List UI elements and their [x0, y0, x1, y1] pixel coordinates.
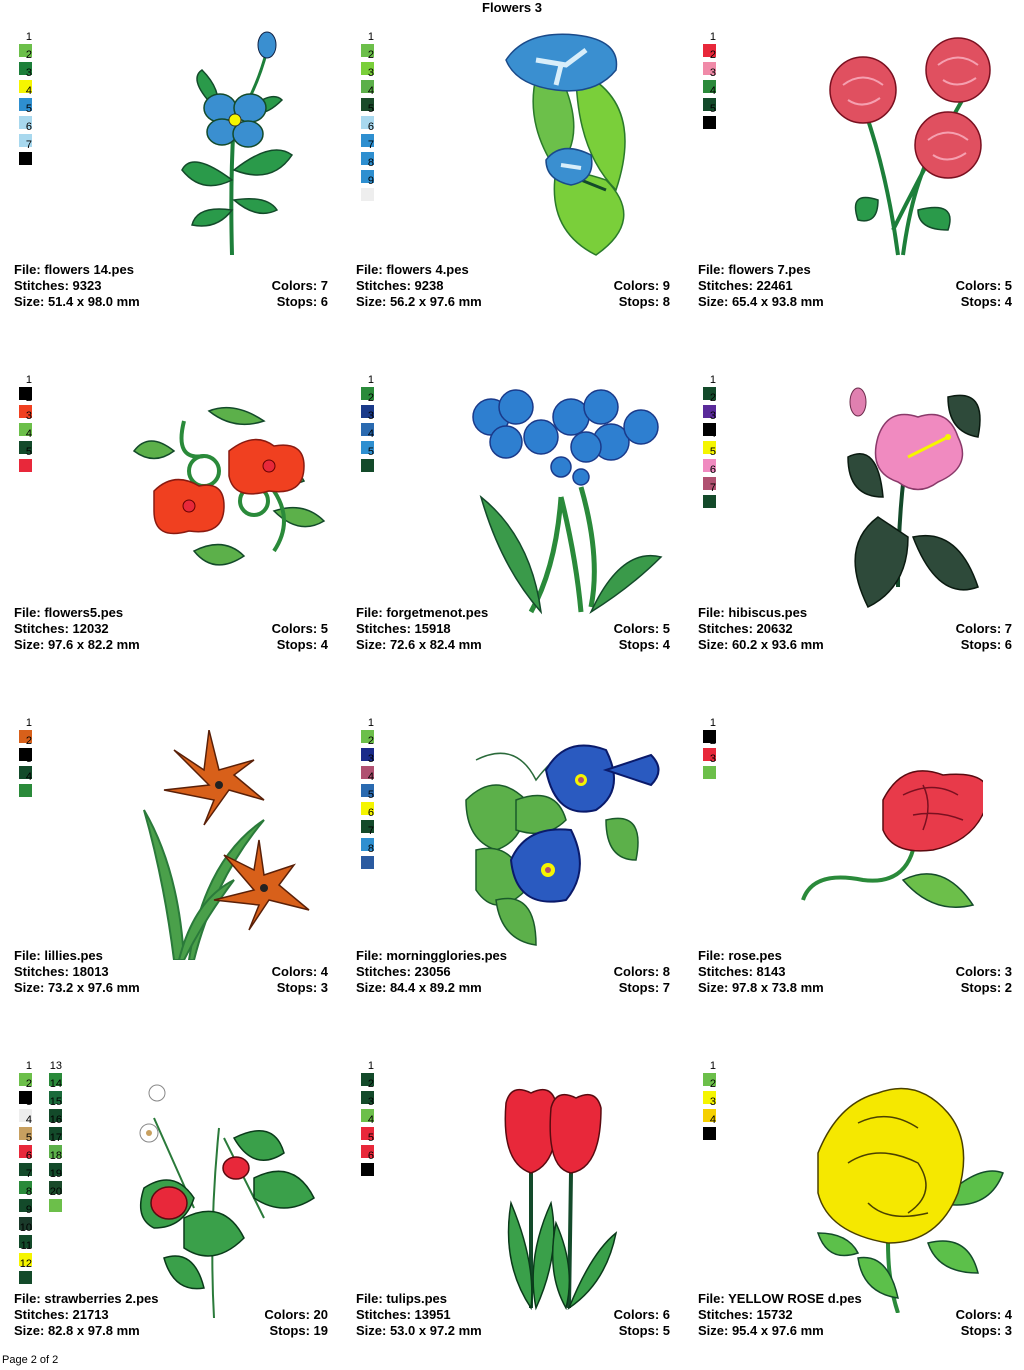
color-swatch: [360, 138, 374, 152]
design-size: Size: 60.2 x 93.6 mm: [698, 637, 824, 652]
stitch-count: Stitches: 18013: [14, 964, 109, 979]
color-swatch: [360, 66, 374, 80]
swatch-number: 19: [49, 1168, 62, 1180]
color-swatch: [48, 1059, 62, 1073]
swatch-color-box: [361, 856, 374, 869]
embroidery-design-image: [496, 30, 646, 265]
swatch-color-box: [703, 766, 716, 779]
stitch-count: Stitches: 9323: [14, 278, 102, 293]
design-card: [698, 690, 1016, 1020]
file-name: File: hibiscus.pes: [698, 605, 808, 620]
color-swatch: [18, 1077, 32, 1091]
swatch-number: 8: [367, 843, 374, 855]
embroidery-design-image: [162, 30, 312, 265]
color-swatch: [18, 84, 32, 98]
design-size: Size: 82.8 x 97.8 mm: [14, 1323, 140, 1338]
stitch-count: Stitches: 15918: [356, 621, 451, 636]
swatch-number: 15: [49, 1096, 62, 1108]
color-swatch: [18, 1185, 32, 1199]
color-swatch: [360, 1113, 374, 1127]
embroidery-design-image: [124, 1078, 324, 1323]
swatch-color-box: [703, 116, 716, 129]
color-count: Colors: 5: [271, 621, 328, 636]
design-info: [14, 605, 332, 653]
swatch-number: 16: [49, 1114, 62, 1126]
color-swatch: [18, 445, 32, 459]
color-swatch: [18, 1131, 32, 1145]
stop-count: Stops: 2: [960, 980, 1012, 995]
color-swatch: [18, 1095, 32, 1109]
swatch-color-box: [19, 459, 32, 472]
swatch-number: 2: [709, 392, 716, 404]
stitch-count: Stitches: 8143: [698, 964, 786, 979]
design-info: [14, 1291, 332, 1339]
color-swatch: [360, 806, 374, 820]
swatch-number: 7: [25, 1168, 32, 1180]
color-swatch: [360, 842, 374, 856]
color-swatch: [702, 445, 716, 459]
design-card: [698, 347, 1016, 677]
color-swatch: [360, 156, 374, 170]
stitch-count: Stitches: 20632: [698, 621, 793, 636]
swatch-number: 7: [367, 825, 374, 837]
stop-count: Stops: 6: [276, 294, 328, 309]
file-name: File: flowers 7.pes: [698, 262, 811, 277]
color-swatch: [48, 1077, 62, 1091]
swatch-number: 4: [367, 428, 374, 440]
design-card: [14, 690, 332, 1020]
swatch-number: 4: [367, 85, 374, 97]
swatch-number: 4: [25, 1114, 32, 1126]
color-swatch: [18, 1149, 32, 1163]
page-title: Flowers 3: [482, 0, 542, 15]
stop-count: Stops: 4: [960, 294, 1012, 309]
color-swatch: [18, 1257, 32, 1271]
color-swatch: [702, 30, 716, 44]
stitch-count: Stitches: 9238: [356, 278, 444, 293]
embroidery-design-image: [793, 760, 983, 925]
swatch-number: 5: [25, 1132, 32, 1144]
swatch-number: 4: [25, 85, 32, 97]
design-card: [698, 4, 1016, 334]
swatch-number: 9: [367, 175, 374, 187]
color-swatch: [360, 770, 374, 784]
embroidery-design-image: [114, 401, 334, 586]
color-swatch: [360, 84, 374, 98]
swatch-number: 2: [25, 735, 32, 747]
swatch-number: 6: [25, 1150, 32, 1162]
swatch-number: 8: [367, 157, 374, 169]
swatch-number: 6: [367, 807, 374, 819]
swatch-number: 5: [25, 103, 32, 115]
swatch-number: 14: [49, 1078, 62, 1090]
swatch-number: 4: [367, 771, 374, 783]
stop-count: Stops: 5: [618, 1323, 670, 1338]
swatch-number: 1: [25, 374, 32, 386]
swatch-color-box: [19, 152, 32, 165]
stop-count: Stops: 3: [276, 980, 328, 995]
color-swatch: [48, 1149, 62, 1163]
color-count: Colors: 7: [955, 621, 1012, 636]
file-name: File: rose.pes: [698, 948, 782, 963]
color-swatch: [702, 373, 716, 387]
color-swatch: [360, 1077, 374, 1091]
color-swatch: [360, 1095, 374, 1109]
swatch-number: 4: [709, 85, 716, 97]
swatch-number: 1: [25, 31, 32, 43]
color-count: Colors: 6: [613, 1307, 670, 1322]
color-swatch: [48, 1113, 62, 1127]
color-swatch: [360, 427, 374, 441]
swatch-number: 1: [25, 1060, 32, 1072]
color-swatch: [702, 752, 716, 766]
swatch-number: 3: [25, 753, 32, 765]
swatch-number: 6: [367, 121, 374, 133]
embroidery-design-image: [491, 1083, 631, 1318]
color-count: Colors: 5: [613, 621, 670, 636]
swatch-number: 5: [709, 446, 716, 458]
color-swatch: [360, 1131, 374, 1145]
swatch-number: 2: [25, 392, 32, 404]
file-name: File: flowers5.pes: [14, 605, 124, 620]
color-swatch: [360, 120, 374, 134]
swatch-number: 6: [709, 464, 716, 476]
color-swatch: [360, 1059, 374, 1073]
color-swatch: [18, 1167, 32, 1181]
swatch-number: 20: [49, 1186, 62, 1198]
swatch-number: 4: [367, 1114, 374, 1126]
swatch-number: 7: [25, 139, 32, 151]
swatch-number: 4: [25, 771, 32, 783]
color-swatch: [360, 391, 374, 405]
file-name: File: lillies.pes: [14, 948, 103, 963]
swatch-number: 5: [367, 103, 374, 115]
swatch-number: 3: [367, 410, 374, 422]
design-info: [698, 948, 1016, 996]
design-info: [698, 1291, 1016, 1339]
color-swatch: [360, 174, 374, 188]
color-swatch: [360, 716, 374, 730]
color-swatch: [702, 1095, 716, 1109]
color-count: Colors: 5: [955, 278, 1012, 293]
design-card: [14, 4, 332, 334]
design-size: Size: 56.2 x 97.6 mm: [356, 294, 482, 309]
design-size: Size: 72.6 x 82.4 mm: [356, 637, 482, 652]
color-swatch: [702, 66, 716, 80]
swatch-number: 1: [709, 1060, 716, 1072]
embroidery-design-image: [134, 730, 314, 965]
embroidery-design-image: [456, 730, 676, 965]
design-size: Size: 84.4 x 89.2 mm: [356, 980, 482, 995]
design-size: Size: 65.4 x 93.8 mm: [698, 294, 824, 309]
swatch-color-box: [49, 1199, 62, 1212]
swatch-number: 1: [367, 1060, 374, 1072]
swatch-number: 2: [367, 49, 374, 61]
swatch-number: 13: [49, 1060, 62, 1072]
design-size: Size: 73.2 x 97.6 mm: [14, 980, 140, 995]
color-swatch: [702, 1059, 716, 1073]
color-count: Colors: 9: [613, 278, 670, 293]
color-swatch: [18, 66, 32, 80]
design-info: [14, 948, 332, 996]
color-count: Colors: 4: [271, 964, 328, 979]
swatch-color-box: [361, 1163, 374, 1176]
color-swatch: [18, 102, 32, 116]
color-swatch: [702, 734, 716, 748]
color-swatch: [18, 770, 32, 784]
color-swatch: [360, 788, 374, 802]
file-name: File: forgetmenot.pes: [356, 605, 489, 620]
swatch-number: 3: [367, 1096, 374, 1108]
design-info: [356, 605, 674, 653]
swatch-number: 3: [709, 67, 716, 79]
color-swatch: [18, 427, 32, 441]
stop-count: Stops: 4: [618, 637, 670, 652]
stitch-count: Stitches: 13951: [356, 1307, 451, 1322]
color-swatch: [18, 716, 32, 730]
color-swatch: [702, 463, 716, 477]
swatch-number: 8: [25, 1186, 32, 1198]
file-name: File: morningglories.pes: [356, 948, 507, 963]
design-info: [698, 262, 1016, 310]
color-swatch: [702, 427, 716, 441]
swatch-number: 11: [20, 1240, 32, 1252]
design-card: [356, 690, 674, 1020]
swatch-number: 3: [25, 1096, 32, 1108]
swatch-number: 3: [25, 410, 32, 422]
swatch-number: 1: [367, 717, 374, 729]
swatch-number: 1: [367, 374, 374, 386]
color-swatch: [702, 391, 716, 405]
color-swatch: [702, 1077, 716, 1091]
swatch-number: 2: [367, 392, 374, 404]
stop-count: Stops: 4: [276, 637, 328, 652]
embroidery-design-image: [818, 30, 998, 265]
design-card: [356, 347, 674, 677]
color-swatch: [702, 716, 716, 730]
color-swatch: [360, 734, 374, 748]
color-count: Colors: 8: [613, 964, 670, 979]
swatch-number: 1: [709, 31, 716, 43]
swatch-number: 6: [25, 121, 32, 133]
design-size: Size: 51.4 x 98.0 mm: [14, 294, 140, 309]
color-swatch: [18, 30, 32, 44]
swatch-number: 2: [709, 1078, 716, 1090]
swatch-color-box: [19, 1271, 32, 1284]
color-swatch: [702, 84, 716, 98]
swatch-number: 1: [25, 717, 32, 729]
swatch-number: 4: [709, 1114, 716, 1126]
color-swatch: [18, 1239, 32, 1253]
color-swatch: [18, 48, 32, 62]
design-size: Size: 97.6 x 82.2 mm: [14, 637, 140, 652]
swatch-number: 18: [49, 1150, 62, 1162]
color-swatch: [48, 1131, 62, 1145]
page-footer: Page 2 of 2: [2, 1354, 59, 1366]
color-swatch: [18, 373, 32, 387]
swatch-number: 3: [25, 67, 32, 79]
stop-count: Stops: 7: [618, 980, 670, 995]
design-size: Size: 95.4 x 97.6 mm: [698, 1323, 824, 1338]
color-swatch: [702, 48, 716, 62]
color-swatch: [18, 752, 32, 766]
swatch-number: 9: [25, 1204, 32, 1216]
color-swatch: [18, 1221, 32, 1235]
color-swatch: [360, 752, 374, 766]
swatch-number: 2: [367, 1078, 374, 1090]
swatch-number: 1: [709, 717, 716, 729]
file-name: File: flowers 14.pes: [14, 262, 134, 277]
swatch-number: 1: [367, 31, 374, 43]
color-swatch: [702, 409, 716, 423]
stop-count: Stops: 8: [618, 294, 670, 309]
embroidery-design-image: [461, 387, 671, 622]
design-info: [356, 948, 674, 996]
color-swatch: [360, 409, 374, 423]
design-card: [356, 4, 674, 334]
swatch-number: 10: [19, 1222, 32, 1234]
file-name: File: tulips.pes: [356, 1291, 448, 1306]
swatch-color-box: [361, 459, 374, 472]
embroidery-design-image: [798, 1083, 1008, 1318]
color-swatch: [702, 102, 716, 116]
swatch-number: 3: [709, 410, 716, 422]
stitch-count: Stitches: 15732: [698, 1307, 793, 1322]
color-swatch: [18, 1113, 32, 1127]
swatch-number: 5: [367, 1132, 374, 1144]
color-swatch: [18, 1203, 32, 1217]
color-swatch: [18, 391, 32, 405]
color-count: Colors: 7: [271, 278, 328, 293]
color-count: Colors: 4: [955, 1307, 1012, 1322]
design-card: [14, 347, 332, 677]
swatch-number: 5: [25, 446, 32, 458]
swatch-number: 5: [709, 103, 716, 115]
swatch-number: 12: [19, 1258, 32, 1270]
swatch-number: 7: [709, 482, 716, 494]
stop-count: Stops: 6: [960, 637, 1012, 652]
color-swatch: [360, 824, 374, 838]
swatch-number: 7: [367, 139, 374, 151]
swatch-number: 4: [709, 428, 716, 440]
swatch-number: 2: [709, 49, 716, 61]
color-swatch: [48, 1095, 62, 1109]
color-swatch: [18, 138, 32, 152]
swatch-color-box: [361, 188, 374, 201]
color-swatch: [360, 1149, 374, 1163]
design-size: Size: 97.8 x 73.8 mm: [698, 980, 824, 995]
color-swatch: [18, 120, 32, 134]
design-card: [698, 1033, 1016, 1363]
design-info: [698, 605, 1016, 653]
embroidery-design-image: [838, 387, 998, 622]
swatch-number: 1: [709, 374, 716, 386]
swatch-color-box: [703, 1127, 716, 1140]
design-card: [14, 1033, 332, 1363]
color-count: Colors: 3: [955, 964, 1012, 979]
design-info: [14, 262, 332, 310]
file-name: File: YELLOW ROSE d.pes: [698, 1291, 862, 1306]
stitch-count: Stitches: 21713: [14, 1307, 109, 1322]
swatch-number: 17: [49, 1132, 62, 1144]
stop-count: Stops: 3: [960, 1323, 1012, 1338]
color-swatch: [702, 481, 716, 495]
color-swatch: [360, 373, 374, 387]
design-info: [356, 262, 674, 310]
color-swatch: [360, 48, 374, 62]
swatch-number: 3: [709, 753, 716, 765]
color-count: Colors: 20: [264, 1307, 328, 1322]
swatch-number: 2: [25, 49, 32, 61]
file-name: File: strawberries 2.pes: [14, 1291, 159, 1306]
design-card: [356, 1033, 674, 1363]
swatch-number: 5: [367, 446, 374, 458]
design-size: Size: 53.0 x 97.2 mm: [356, 1323, 482, 1338]
swatch-number: 3: [709, 1096, 716, 1108]
color-swatch: [48, 1185, 62, 1199]
swatch-number: 3: [367, 753, 374, 765]
color-swatch: [48, 1167, 62, 1181]
stop-count: Stops: 19: [269, 1323, 328, 1338]
swatch-number: 4: [25, 428, 32, 440]
swatch-number: 3: [367, 67, 374, 79]
swatch-number: 2: [709, 735, 716, 747]
color-swatch: [18, 734, 32, 748]
swatch-number: 2: [25, 1078, 32, 1090]
swatch-number: 5: [367, 789, 374, 801]
stitch-count: Stitches: 23056: [356, 964, 451, 979]
design-info: [356, 1291, 674, 1339]
color-swatch: [702, 1113, 716, 1127]
swatch-color-box: [703, 495, 716, 508]
swatch-number: 2: [367, 735, 374, 747]
stitch-count: Stitches: 12032: [14, 621, 109, 636]
swatch-color-box: [19, 784, 32, 797]
file-name: File: flowers 4.pes: [356, 262, 469, 277]
stitch-count: Stitches: 22461: [698, 278, 793, 293]
swatch-number: 6: [367, 1150, 374, 1162]
color-swatch: [18, 1059, 32, 1073]
color-swatch: [360, 30, 374, 44]
color-swatch: [360, 102, 374, 116]
color-swatch: [18, 409, 32, 423]
color-swatch: [360, 445, 374, 459]
